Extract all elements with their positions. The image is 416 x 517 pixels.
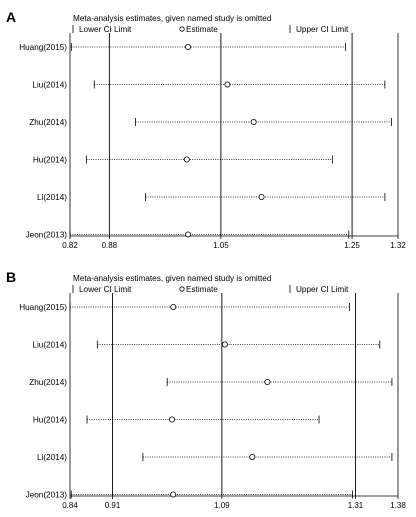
study-row xyxy=(26,231,349,240)
legend-lower-label: Lower CI Limit xyxy=(79,25,132,34)
study-label: Hu(2014) xyxy=(32,415,67,425)
legend-estimate-marker xyxy=(180,287,184,291)
study-label: Zhu(2014) xyxy=(29,378,67,387)
estimate-point xyxy=(171,492,176,497)
study-label: Jeon(2013) xyxy=(25,230,67,240)
estimate-point xyxy=(185,44,190,49)
study-label: Li(2014) xyxy=(36,453,67,462)
forest-plot-a-svg xyxy=(0,0,416,258)
estimate-point xyxy=(225,82,230,87)
chart-title: Meta-analysis estimates, given named study is omitted xyxy=(73,14,272,23)
study-row xyxy=(37,193,385,202)
forest-plot-panel-b xyxy=(0,260,416,517)
legend-lower-label: Lower CI Limit xyxy=(79,285,132,294)
x-tick-label: 1.09 xyxy=(214,501,230,510)
legend xyxy=(73,285,349,294)
estimate-point xyxy=(184,157,189,162)
x-tick-label: 1.38 xyxy=(390,501,406,510)
study-label: Jeon(2013) xyxy=(25,490,67,500)
estimate-point xyxy=(265,379,270,384)
study-row xyxy=(33,156,333,165)
study-row xyxy=(33,416,319,425)
x-tick-label: 1.31 xyxy=(347,501,364,510)
panel-letter: B xyxy=(6,269,17,285)
study-row xyxy=(29,118,391,127)
x-tick-label: 1.25 xyxy=(344,241,360,250)
x-tick-label: 0.91 xyxy=(104,501,121,510)
estimate-point xyxy=(171,304,176,309)
study-row xyxy=(32,341,379,350)
study-label: Huang(2015) xyxy=(19,43,67,52)
study-label: Hu(2014) xyxy=(32,155,67,165)
legend-upper-label: Upper CI Limit xyxy=(296,25,349,34)
panel-letter: A xyxy=(6,9,17,25)
x-tick-label: 1.32 xyxy=(390,241,406,250)
estimate-point xyxy=(185,232,190,237)
forest-plot-panel-a xyxy=(0,0,416,258)
estimate-point xyxy=(250,454,255,459)
x-tick-label: 1.05 xyxy=(213,241,229,250)
study-label: Li(2014) xyxy=(36,193,67,202)
legend xyxy=(73,25,349,34)
legend-estimate-label: Estimate xyxy=(186,25,218,34)
x-tick-label: 0.84 xyxy=(62,501,78,510)
study-label: Huang(2015) xyxy=(19,303,67,312)
study-label: Zhu(2014) xyxy=(29,118,67,127)
estimate-point xyxy=(259,194,264,199)
legend-upper-label: Upper CI Limit xyxy=(296,285,349,294)
study-row xyxy=(19,43,345,52)
study-label: Liu(2014) xyxy=(32,340,67,350)
legend-estimate-marker xyxy=(180,27,184,31)
x-tick-label: 0.82 xyxy=(62,241,78,250)
x-tick-label: 0.88 xyxy=(101,241,118,250)
study-label: Liu(2014) xyxy=(32,80,67,90)
study-row xyxy=(29,378,392,387)
estimate-point xyxy=(169,417,174,422)
study-row xyxy=(37,453,392,462)
estimate-point xyxy=(251,119,256,124)
chart-title: Meta-analysis estimates, given named study is omitted xyxy=(73,274,272,283)
study-row xyxy=(19,303,349,312)
study-row xyxy=(26,491,353,500)
forest-plot-b-svg xyxy=(0,260,416,517)
legend-estimate-label: Estimate xyxy=(186,285,218,294)
study-row xyxy=(32,81,384,90)
estimate-point xyxy=(222,342,227,347)
